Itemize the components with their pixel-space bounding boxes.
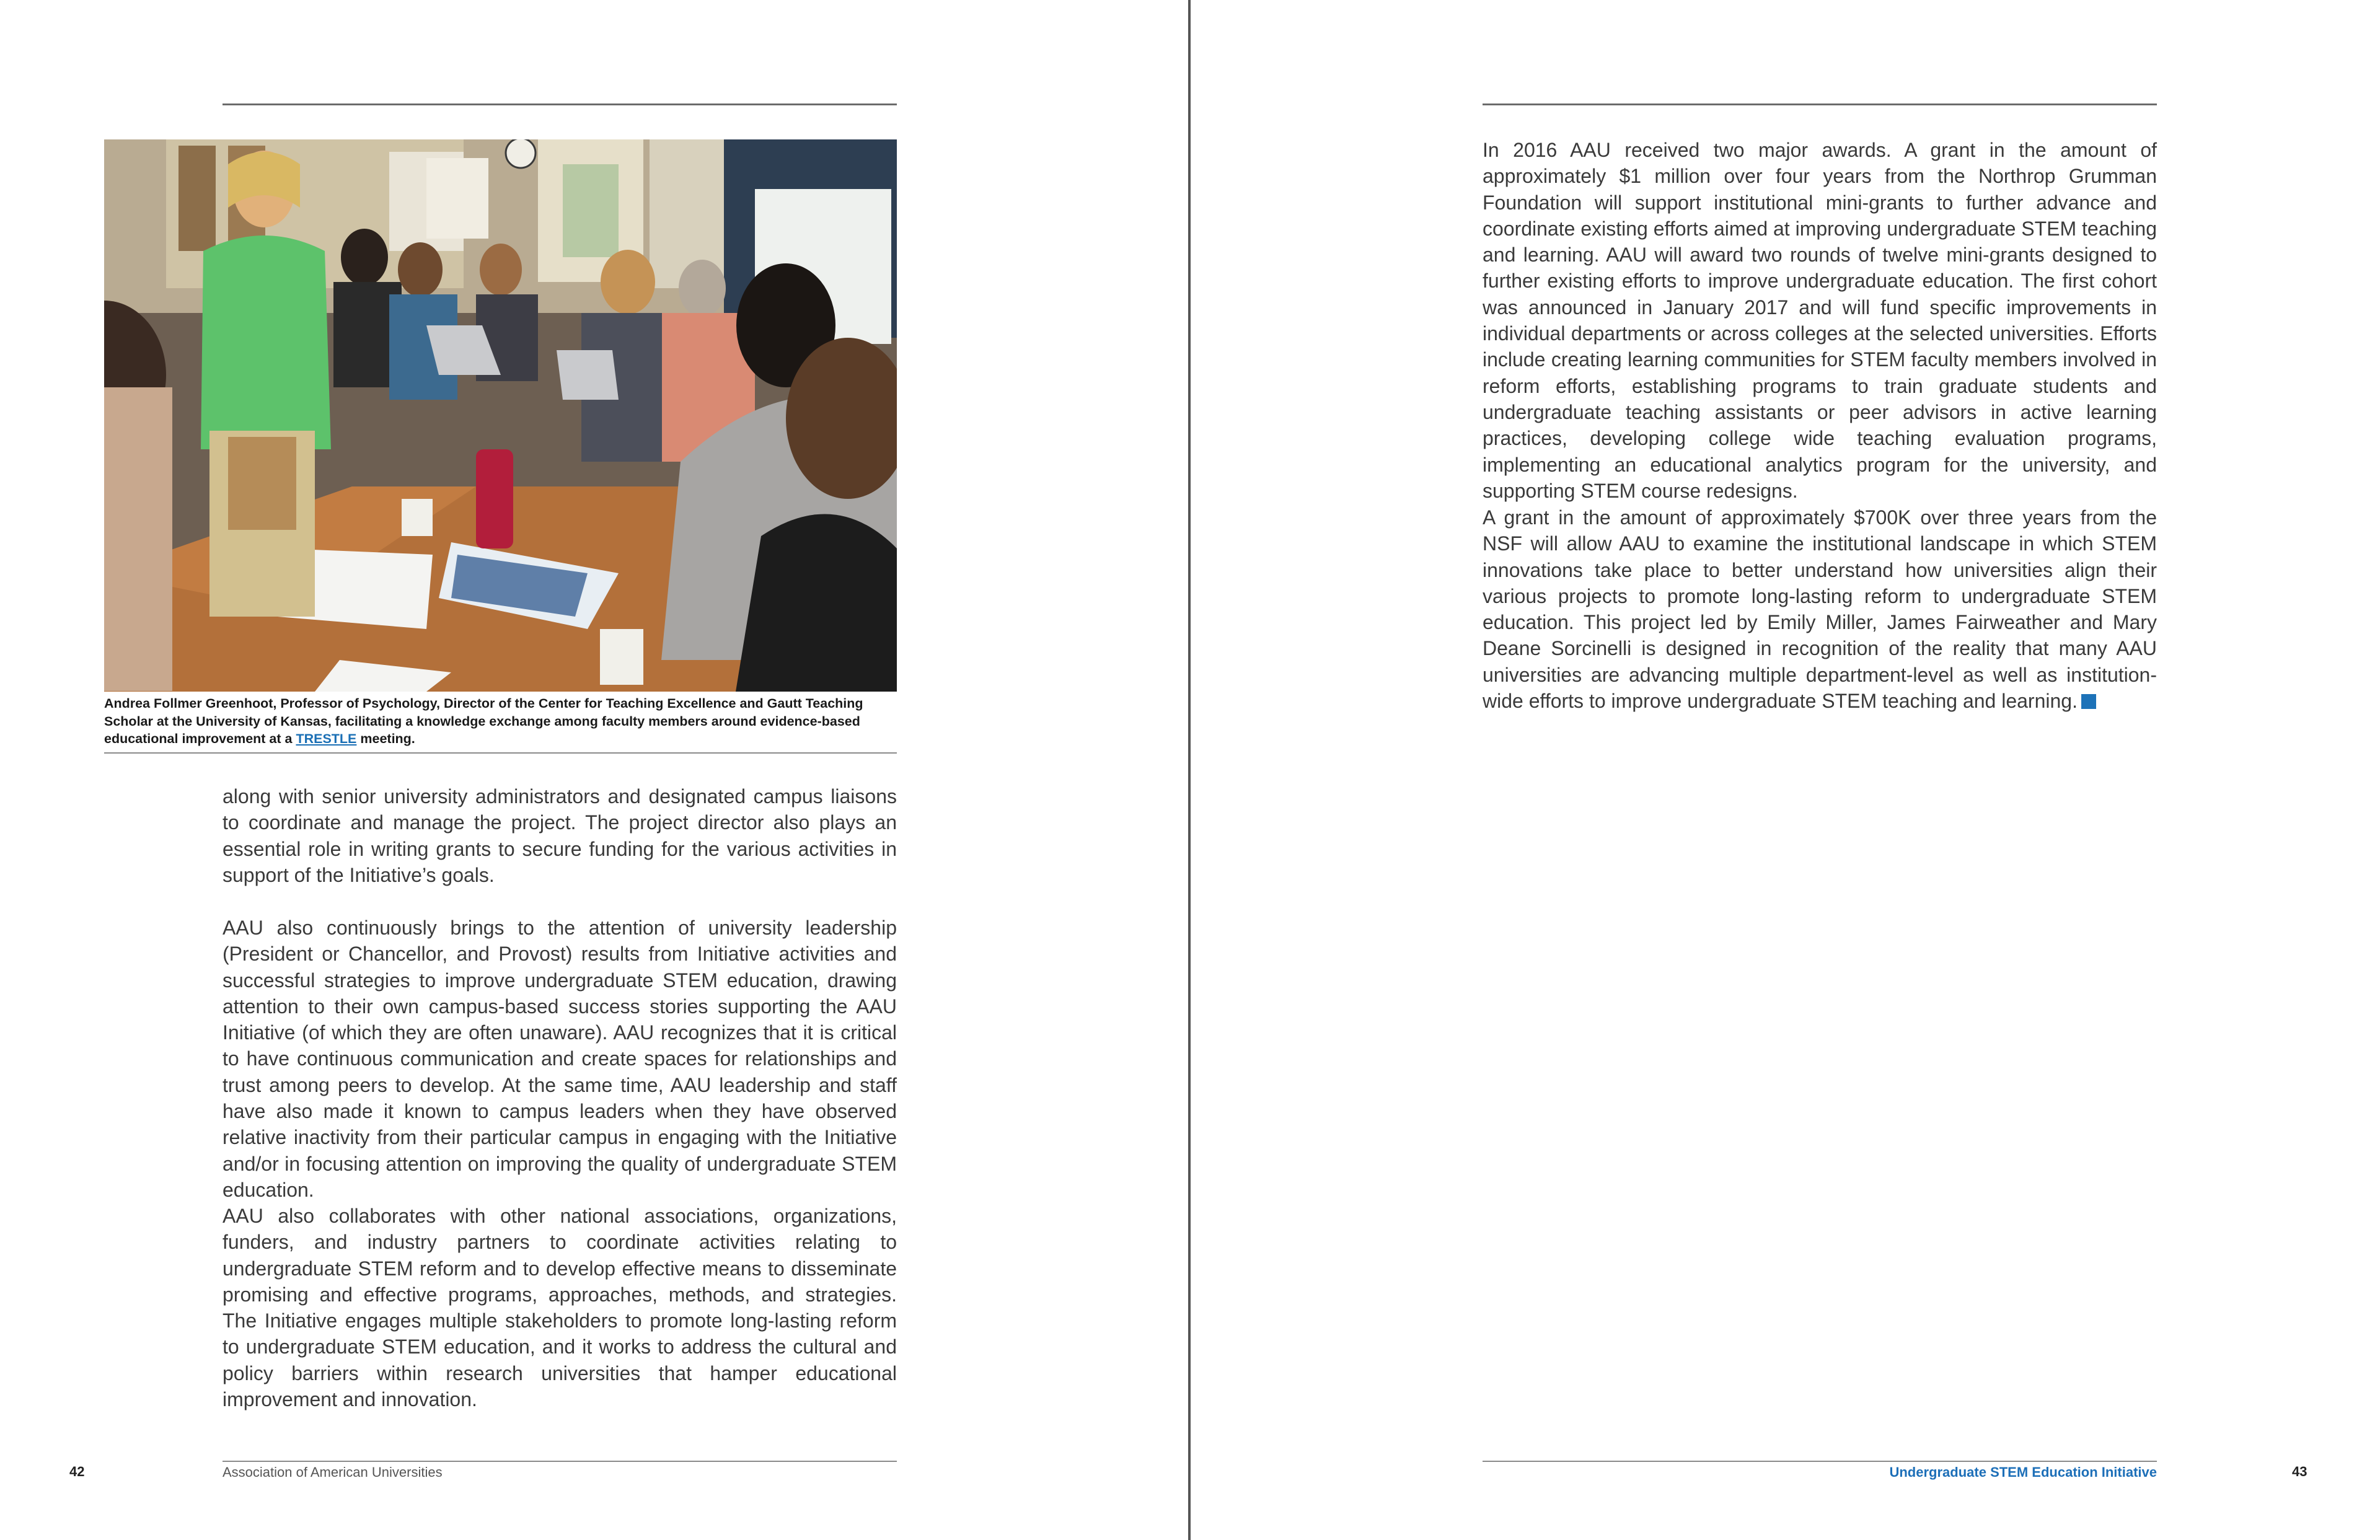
footer-rule bbox=[223, 1461, 897, 1462]
footer-rule bbox=[1483, 1461, 2157, 1462]
right-page bbox=[1191, 0, 2380, 1540]
running-head: Association of American Universities bbox=[223, 1464, 443, 1480]
running-head: Undergraduate STEM Education Initiative bbox=[1889, 1464, 2157, 1480]
page-number: 42 bbox=[69, 1464, 85, 1479]
right-paragraph-1: In 2016 AAU received two major awards. A grant in the amount of approximately $1 million over four years from the Northrop Grumman Foundation will support institutional mini-grants to further advance and coordinate existing efforts aimed at improving undergraduate STEM teaching and learning. AAU will award two rounds of twelve mini-grants designed to further existing efforts to improve undergraduate education. The first cohort was announced in January 2017 and will fund specific improvements in individual departments or across colleges at the selected universities. Efforts include creating learning communities for STEM faculty members involved in reform efforts, establishing programs to train graduate students and undergraduate teaching assistants or peer advisors in active learning practices, developing college wide teaching evaluation programs, implementing an educational analytics program for the university, and supporting STEM course redesigns. bbox=[1483, 139, 2157, 502]
caption-rule bbox=[104, 752, 897, 754]
workshop-photo bbox=[104, 139, 897, 692]
left-paragraph-2: AAU also continuously brings to the attention of university leadership (President or Chancellor, and Provost) results from Initiative activities and successful strategies to improve undergraduate STEM education, drawing attention to their own campus-based success stories supporting the AAU Initiative (of which they are often unaware). AAU recognizes that it is critical to have continuous communication and create spaces for relationships and trust among peers to develop. At the same time, AAU leadership and staff have also made it known to campus leaders when they have observed relative inactivity from their particular campus in engaging with the Initiative and/or in focusing attention on improving the quality of undergraduate STEM education. bbox=[223, 917, 897, 1201]
workshop-photo-illustration bbox=[104, 139, 897, 692]
left-page bbox=[0, 0, 1188, 1540]
photo-caption-end: meeting. bbox=[356, 731, 415, 746]
photo-caption bbox=[104, 695, 897, 748]
trestle-link[interactable]: TRESTLE bbox=[296, 731, 357, 746]
top-rule bbox=[223, 103, 897, 105]
end-mark-icon bbox=[2081, 694, 2096, 709]
left-paragraph-1: along with senior university administrators and designated campus liaisons to coordinate and manage the project. The project director also plays an essential role in writing grants to secure funding for the various activities in support of the Initiative’s goals. bbox=[223, 785, 897, 886]
top-rule bbox=[1483, 103, 2157, 105]
left-paragraph-3: AAU also collaborates with other national associations, organizations, funders, and industry partners to coordinate activities relating to undergraduate STEM reform and to develop effective means to disseminate promising and effective programs, approaches, methods, and strategies. The Initiative engages multiple stakeholders to promote long-lasting reform to undergraduate STEM education, and it works to address the cultural and policy barriers within research universities that hamper educational improvement and innovation. bbox=[223, 1205, 897, 1411]
right-paragraph-2-text: A grant in the amount of approximately $700K over three years from the NSF will allow AAU to examine the institutional landscape in which STEM innovations take place to better understand how universities align their various projects to promote long-lasting reform to undergraduate STEM education. This project led by Emily Miller, James Fairweather and Mary Deane Sorcinelli is designed in recognition of the reality that many AAU universities are advancing multiple department-level as well as institution-wide efforts to improve undergraduate STEM teaching and learning. bbox=[1483, 506, 2157, 713]
page-number: 43 bbox=[2292, 1464, 2307, 1479]
right-paragraph-2 bbox=[1483, 504, 2157, 714]
photo-caption-text: Andrea Follmer Greenhoot, Professor of Psychology, Director of the Center for Teaching Excellence and Gautt Teaching Scholar at the University of Kansas, facilitating a knowledge exchange among faculty members around evidence-based educational improvement at a bbox=[104, 696, 863, 746]
